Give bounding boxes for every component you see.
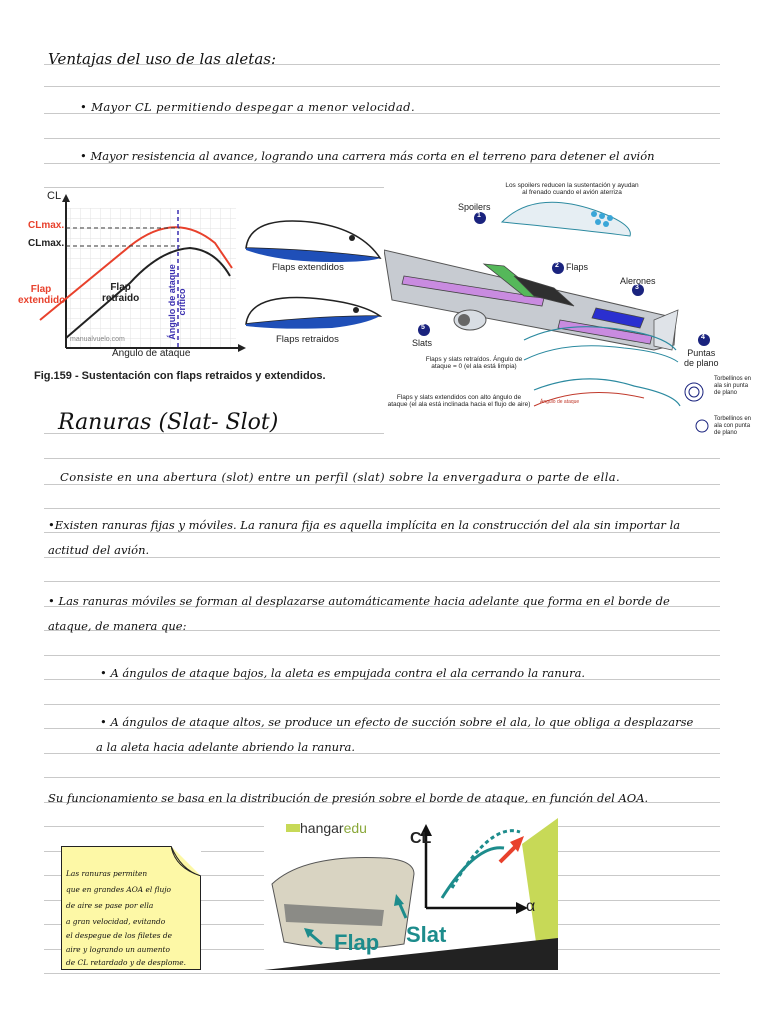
marker-3: 3 bbox=[635, 284, 639, 291]
puntas-label: Puntas de plano bbox=[684, 348, 719, 368]
sticky-line-4: a gran velocidad, evitando bbox=[66, 917, 166, 926]
paragraph-moviles-line1: • Las ranuras móviles se forman al desplazarse automáticamente hacia adelante que forma en el borde de bbox=[48, 594, 670, 608]
subbullet-angulos-altos-line1: • A ángulos de ataque altos, se produce un efecto de succión sobre el ala, lo que obliga a desplazarse bbox=[100, 715, 694, 729]
retraidos-note: Flaps y slats retraídos. Ángulo de ataque = 0 (el ala está limpia) bbox=[425, 356, 523, 370]
section-title-ranuras: Ranuras (Slat- Slot) bbox=[58, 410, 279, 435]
angle-of-attack-label: Ángulo de ataque bbox=[540, 399, 580, 405]
marker-4: 4 bbox=[701, 334, 705, 341]
alerones-label: Alerones bbox=[620, 276, 656, 286]
notes-title: Ventajas del uso de las aletas: bbox=[48, 50, 277, 68]
flap-label: Flap bbox=[334, 930, 380, 955]
extendidos-note: Flaps y slats extendidos con alto ángulo de ataque (el ala está inclinada hacia el flujo de aire) bbox=[387, 394, 531, 408]
flaps-extendidos-label: Flaps extendidos bbox=[272, 262, 344, 273]
paragraph-fijas-line2: actitud del avión. bbox=[48, 543, 150, 557]
sticky-line-1: Las ranuras permiten bbox=[66, 869, 148, 878]
subbullet-angulos-altos-line2: a la aleta hacia adelante abriendo la ranura. bbox=[96, 740, 356, 754]
sticky-line-6: aire y logrando un aumento bbox=[66, 945, 170, 954]
marker-5: 5 bbox=[421, 324, 425, 331]
clmax-extended-label: CLmax. bbox=[28, 220, 65, 231]
critical-angle-label: Ángulo de ataque crítico bbox=[167, 264, 187, 340]
brand-logo: hangaredu bbox=[300, 820, 367, 836]
flap-extendido-label: Flap extendido bbox=[18, 284, 66, 306]
bullet-mayor-cl: • Mayor CL permitiendo despegar a menor velocidad. bbox=[80, 100, 416, 114]
spoilers-label: Spoilers bbox=[458, 202, 491, 212]
subbullet-angulos-bajos: • A ángulos de ataque bajos, la aleta es empujada contra el ala cerrando la ranura. bbox=[100, 666, 586, 680]
flaps-retraidos-label: Flaps retraidos bbox=[276, 334, 339, 345]
sticky-line-3: de aire se pase por ella bbox=[66, 901, 154, 910]
figure-slat-flap bbox=[264, 814, 558, 970]
paragraph-consiste: Consiste en una abertura (slot) entre un perfil (slat) sobre la envergadura o parte de ella. bbox=[60, 470, 621, 484]
sticky-line-5: el despegue de los filetes de bbox=[66, 931, 172, 940]
marker-2: 2 bbox=[555, 262, 559, 269]
spoilers-note: Los spoilers reducen la sustentación y ayudan al frenado cuando el avión aterriza bbox=[505, 182, 639, 196]
vortex-without-tip-label: Torbellinos en ala sin punta de plano bbox=[714, 376, 752, 396]
sticky-note bbox=[61, 846, 201, 970]
paragraph-fijas-line1: •Existen ranuras fijas y móviles. La ranura fija es aquella implícita en la construcción del ala sin importar la bbox=[48, 518, 681, 532]
slat-label: Slat bbox=[406, 922, 447, 947]
folded-corner bbox=[171, 846, 201, 876]
clmax-retracted-label: CLmax. bbox=[28, 238, 65, 249]
sticky-line-7: de CL retardado y de desplome. bbox=[66, 958, 187, 967]
flap-retraido-label: Flap retraido bbox=[102, 282, 140, 304]
cl-label: CL bbox=[410, 830, 432, 847]
figure-caption: Fig.159 - Sustentación con flaps retraidos y extendidos. bbox=[34, 370, 326, 382]
flaps-label: Flaps bbox=[566, 262, 589, 272]
cl-axis-label: CL bbox=[47, 190, 62, 202]
bullet-mayor-resistencia: • Mayor resistencia al avance, logrando una carrera más corta en el terreno para detener el avión bbox=[80, 149, 655, 163]
paragraph-funcionamiento: Su funcionamiento se basa en la distribución de presión sobre el borde de ataque, en función del AOA. bbox=[48, 791, 649, 805]
vortex-with-tip-label: Torbellinos en ala con punta de plano bbox=[714, 416, 752, 436]
slats-label: Slats bbox=[412, 338, 433, 348]
paragraph-moviles-line2: ataque, de manera que: bbox=[48, 619, 187, 633]
sticky-line-2: que en grandes AOA el flujo bbox=[66, 885, 171, 894]
x-axis-label: Ángulo de ataque bbox=[112, 348, 191, 359]
figure-wing-surfaces bbox=[384, 180, 764, 440]
alpha-label: α bbox=[526, 898, 536, 915]
marker-1: 1 bbox=[477, 212, 481, 219]
watermark-text: manualvuelo.com bbox=[70, 336, 125, 343]
figure-lift-flaps bbox=[10, 188, 384, 388]
cl-curve-slat bbox=[452, 831, 520, 888]
